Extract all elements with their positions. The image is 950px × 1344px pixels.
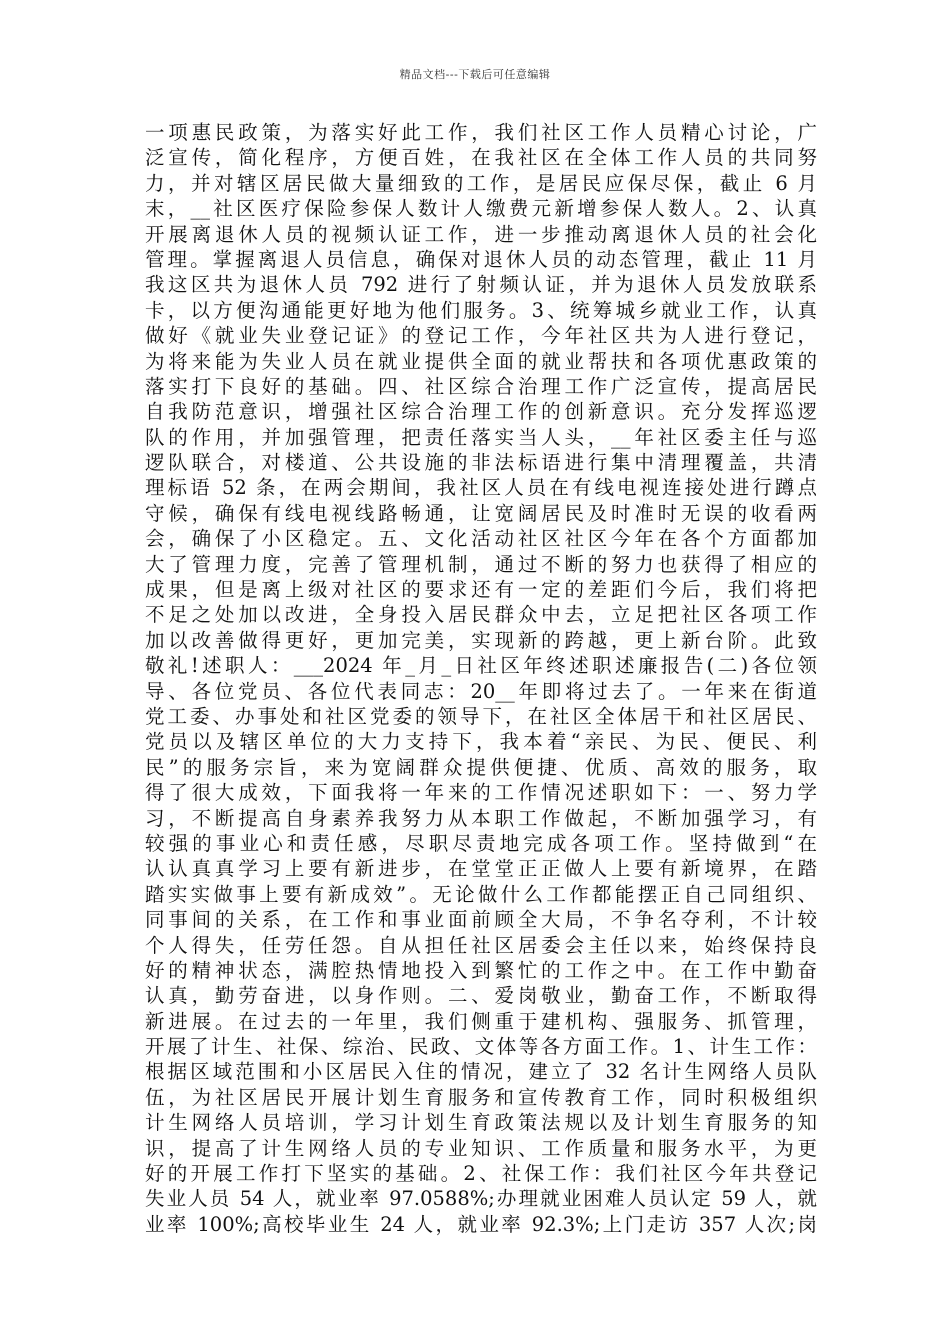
paragraph-line: 大了管理力度，完善了管理机制，通过不断的努力也获得了相应的 <box>145 552 817 576</box>
paragraph-line: 得了很大成效，下面我将一年来的工作情况述职如下：一、努力学 <box>145 781 817 805</box>
paragraph-line: 不足之处加以改进，全身投入居民群众中去，立足把社区各项工作 <box>145 603 817 627</box>
paragraph-line: 末，__社区医疗保险参保人数计人缴费元新增参保人数人。2、认真 <box>145 197 817 221</box>
paragraph-line: 自我防范意识，增强社区综合治理工作的创新意识。充分发挥巡逻 <box>145 400 817 424</box>
paragraph-line: 同事间的关系，在工作和事业面前顾全大局，不争名夺利，不计较 <box>145 908 817 932</box>
paragraph-line: 加以改善做得更好，更加完美，实现新的跨越，更上新台阶。此致 <box>145 628 817 652</box>
paragraph-line: 泛宣传，简化程序，方便百姓，在我社区在全体工作人员的共同努 <box>145 146 817 170</box>
paragraph-line: 好的精神状态，满腔热情地投入到繁忙的工作之中。在工作中勤奋 <box>145 958 817 982</box>
paragraph-line: 识，提高了计生网络人员的专业知识、工作质量和服务水平，为更 <box>145 1136 817 1160</box>
paragraph-line: 好的开展工作打下坚实的基础。2、社保工作：我们社区今年共登记 <box>145 1162 817 1186</box>
paragraph-line: 个人得失，任劳任怨。自从担任社区居委会主任以来，始终保持良 <box>145 933 817 957</box>
paragraph-line: 伍，为社区居民开展计划生育服务和宣传教育工作，同时积极组织 <box>145 1085 817 1109</box>
paragraph-line: 落实打下良好的基础。四、社区综合治理工作广泛宣传，提高居民 <box>145 374 817 398</box>
paragraph-line: 踏实实做事上要有新成效”。无论做什么工作都能摆正自己同组织、 <box>145 882 817 906</box>
paragraph-line: 业率 100%;高校毕业生 24 人，就业率 92.3%;上门走访 357 人次;岗 <box>145 1212 817 1236</box>
paragraph-line: 会，确保了小区稳定。五、文化活动社区社区今年在各个方面都加 <box>145 527 817 551</box>
paragraph-line: 民”的服务宗旨，来为宽阔群众提供便捷、优质、高效的服务，取 <box>145 755 817 779</box>
paragraph-line: 成果，但是离上级对社区的要求还有一定的差距们今后，我们将把 <box>145 578 817 602</box>
paragraph-line: 做好《就业失业登记证》的登记工作，今年社区共为人进行登记， <box>145 324 817 348</box>
paragraph-line: 为将来能为失业人员在就业提供全面的就业帮扶和各项优惠政策的 <box>145 349 817 373</box>
paragraph-line: 党工委、办事处和社区党委的领导下，在社区全体居干和社区居民、 <box>145 704 817 728</box>
paragraph-line: 管理。掌握离退人员信息，确保对退休人员的动态管理，截止 11 月 <box>145 247 817 271</box>
paragraph-line: 队的作用，并加强管理，把责任落实当人头，__年社区委主任与巡 <box>145 425 817 449</box>
paragraph-line: 新进展。在过去的一年里，我们侧重于建机构、强服务、抓管理， <box>145 1009 817 1033</box>
paragraph-line: 我这区共为退休人员 792 进行了射频认证，并为退休人员发放联系 <box>145 273 817 297</box>
paragraph-line: 计生网络人员培训，学习计划生育政策法规以及计划生育服务的知 <box>145 1111 817 1135</box>
paragraph-line: 卡，以方便沟通能更好地为他们服务。3、统筹城乡就业工作，认真 <box>145 298 817 322</box>
paragraph-line: 一项惠民政策，为落实好此工作，我们社区工作人员精心讨论，广 <box>145 121 817 144</box>
paragraph-line: 守候，确保有线电视线路畅通，让宽阔居民及时准时无误的收看两 <box>145 501 817 525</box>
paragraph-line: 认真，勤劳奋进，以身作则。二、爱岗敬业，勤奋工作，不断取得 <box>145 984 817 1008</box>
paragraph-line: 逻队联合，对楼道、公共设施的非法标语进行集中清理覆盖，共清 <box>145 451 817 475</box>
paragraph-line: 力，并对辖区居民做大量细致的工作，是居民应保尽保，截止 6 月 <box>145 171 817 195</box>
paragraph-line: 失业人员 54 人，就业率 97.0588%;办理就业困难人员认定 59 人，就 <box>145 1187 817 1211</box>
paragraph-line: 习，不断提高自身素养我努力从本职工作做起，不断加强学习，有 <box>145 806 817 830</box>
paragraph-line: 认认真真学习上要有新进步，在堂堂正正做人上要有新境界，在踏 <box>145 857 817 881</box>
paragraph-line: 较强的事业心和责任感，尽职尽责地完成各项工作。坚持做到“在 <box>145 831 817 855</box>
document-body <box>145 120 817 1237</box>
page-header: 精品文档---下载后可任意编辑 <box>399 68 551 81</box>
paragraph-line: 开展了计生、社保、综治、民政、文体等各方面工作。1、计生工作： <box>145 1035 817 1059</box>
paragraph-line: 开展离退休人员的视频认证工作，进一步推动离退休人员的社会化 <box>145 222 817 246</box>
paragraph-line: 导、各位党员、各位代表同志：20__年即将过去了。一年来在街道 <box>145 679 817 703</box>
paragraph-line: 理标语 52 条，在两会期间，我社区人员在有线电视连接处进行蹲点 <box>145 476 817 500</box>
paragraph-line: 党员以及辖区单位的大力支持下，我本着“亲民、为民、便民、利 <box>145 730 817 754</box>
paragraph-line: 敬礼!述职人：___2024 年_月_日社区年终述职述廉报告(二)各位领 <box>145 654 817 678</box>
paragraph-line: 根据区域范围和小区居民入住的情况，建立了 32 名计生网络人员队 <box>145 1060 817 1084</box>
